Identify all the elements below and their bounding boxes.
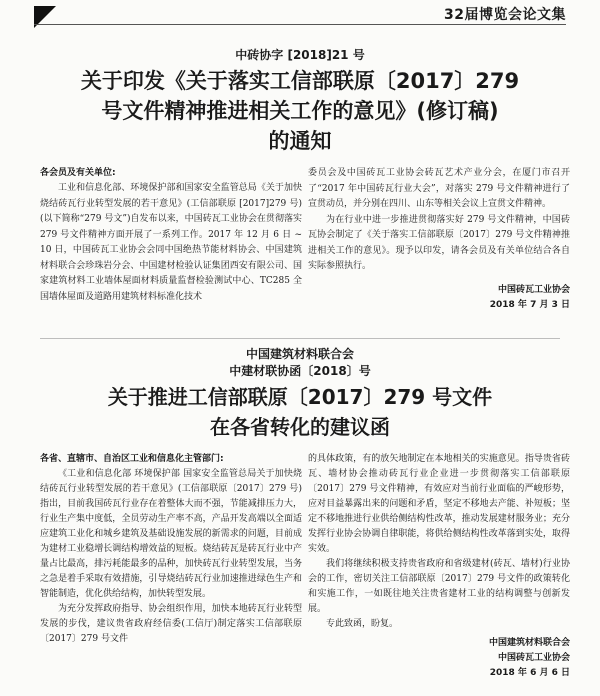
section-divider	[40, 338, 560, 339]
notice2-title	[30, 382, 570, 442]
notice2-doc-number: 中建材联协函〔2018〕号	[229, 364, 371, 378]
notice1-title-line: 号文件精神推进相关工作的意见》(修订稿)	[101, 99, 499, 123]
notice1-right-column	[308, 166, 570, 313]
notice2-right-column	[308, 452, 570, 681]
notice2-signature: 中国建筑材料联合会	[488, 638, 570, 648]
notice2-paragraph: 我们将继续积极支持贵省政府和省级建材(砖瓦、墙材)行业协会的工作，密切关注工信部联原〔2017〕279 号文件的政策转化和实施工作，一如既往地关注贵省建材工业的结构调整与创新发展。	[308, 559, 570, 614]
notice2-addressee: 各省、直辖市、自治区工业和信息化主管部门:	[40, 454, 224, 464]
notice1-paragraph: 工业和信息化部、环境保护部和国家安全监管总局《关于加快烧结砖瓦行业转型发展的若干意见》(工信部联原 [2017]279 号)(以下简称“279 号文”)自发布以来，中国砖瓦工业协会在贯彻落实 279 号文件精神方面开展了一系列工作。2017 年 12 月 6 日 ~ 10 日，中国砖瓦工业协会会同中国绝热节能材料协会、中国建筑材料联合会珍珠岩分会、中国建材检验认证集团西安有限公司、国家建筑材料工业墙体屋面材料质量监督检验测试中心、TC285 全国墙体屋面及道路用建筑材料标准化技术	[40, 183, 302, 302]
notice1-title	[30, 66, 570, 156]
notice2-signature: 中国砖瓦工业协会	[497, 653, 570, 663]
running-title: 32届博览会论文集	[444, 7, 566, 23]
notice2-paragraph: 专此致函，盼复。	[326, 619, 399, 629]
notice2-title-line: 在各省转化的建议函	[210, 415, 390, 439]
notice2-left-column	[40, 452, 302, 647]
notice2-title-line: 关于推进工信部联原〔2017〕279 号文件	[107, 385, 493, 409]
notice2-date: 2018 年 6 月 6 日	[489, 668, 570, 678]
notice2-paragraph: 的具体政策，有的放矢地制定在本地相关的实施意见。指导贵省砖瓦、墙材协会推动砖瓦行业企业进一步贯彻落实工信部联原〔2017〕279 号文件精神，有效应对当前行业面临的严峻形势，应对目益暴露出来的问题和矛盾，坚定不移地去产能、补短板；坚定不移地推进行业供给侧结构性改革，推动发展建材服务业；充分发挥行业协会协调自律职能，将供给侧结构性改革落到实处，取得实效。	[308, 454, 570, 554]
notice1-paragraph: 为在行业中进一步推进贯彻落实好 279 号文件精神，中国砖瓦协会制定了《关于落实工信部联原〔2017〕279 号文件精神推进相关工作的意见》。现予以印发，请各会员及有关单位结合各自实际参照执行。	[308, 214, 570, 271]
notice1-title-line: 的通知	[268, 129, 332, 153]
notice1-doc-number: 中砖协字 [2018]21 号	[235, 48, 365, 62]
header-rule	[34, 24, 566, 25]
notice1-signature: 中国砖瓦工业协会	[497, 284, 570, 295]
notice2-paragraph: 为充分发挥政府指导、协会组织作用，加快本地砖瓦行业转型发展的步伐，建议贵省政府经信委(工信厅)制定落实工信部联原〔2017〕279 号文件	[40, 604, 302, 644]
notice1-paragraph: 委员会及中国砖瓦工业协会砖瓦艺术产业分会，在厦门市召开了“2017 年中国砖瓦行业大会”，对落实 279 号文件精神进行了宣贯动员，并分别在四川、山东等相关会议上宣贯文件精神。	[308, 168, 570, 209]
notice1-left-column	[40, 166, 302, 305]
notice1-addressee: 各会员及有关单位:	[40, 168, 116, 178]
notice1-date: 2018 年 7 月 3 日	[489, 299, 570, 310]
notice2-paragraph: 《工业和信息化部 环境保护部 国家安全监管总局关于加快烧结砖瓦行业转型发展的若干意见》(工信部联原〔2017〕279 号)指出，目前我国砖瓦行业存在着整体大而不强，节能减排压力大，行业生产集中度低，全员劳动生产率不高，产品开发高端以全面适应建筑工业化和城乡建筑及基础设施发展的新需求的问题，目前成为建材工业稳增长调结构增效益的短板。烧结砖瓦是砖瓦行业中产量占比最高，排污耗能最多的品种，加快砖瓦行业转型发展，当务之急是着手采取有效措施，引导烧结砖瓦行业加速推进绿色生产和智能制造，优化供给结构，加快转型发展。	[40, 469, 302, 599]
notice1-title-line: 关于印发《关于落实工信部联原〔2017〕279	[80, 69, 520, 93]
notice2-issuer: 中国建筑材料联合会	[245, 347, 354, 361]
